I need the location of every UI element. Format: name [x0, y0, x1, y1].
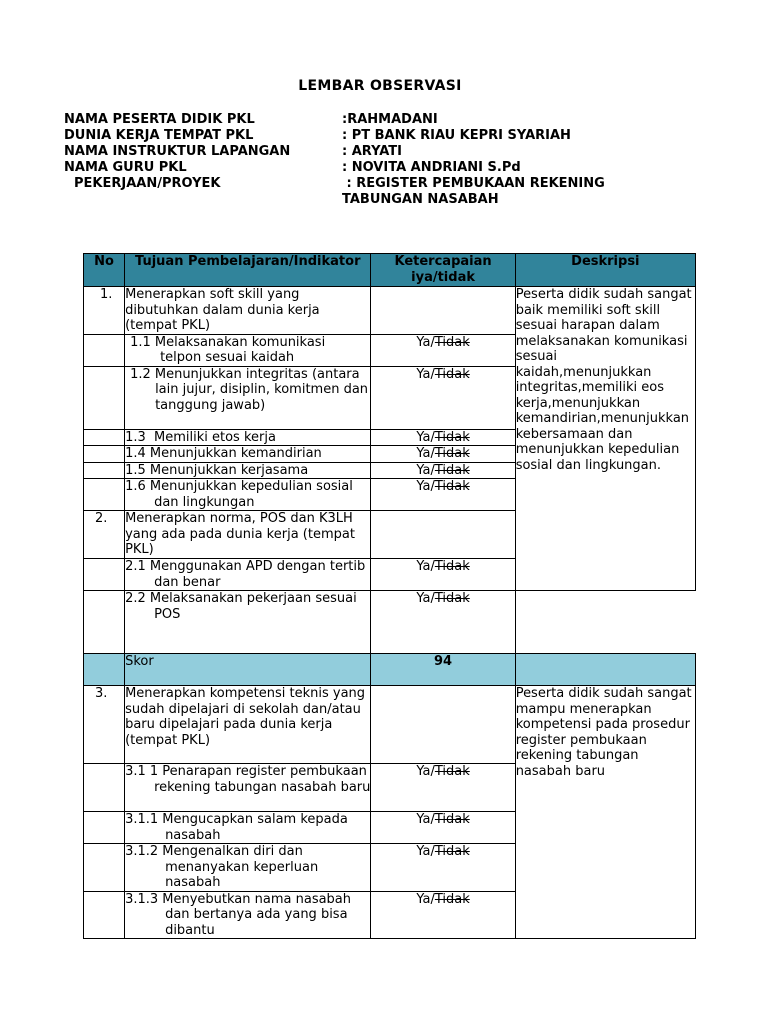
achievement-cell: [371, 559, 515, 591]
header-value: : PT BANK RIAU KEPRI SYARIAH: [342, 128, 571, 143]
indicator-cell: [125, 891, 371, 939]
header-row-teacher: [64, 160, 704, 176]
indicator-text: 3.1.2 Mengenalkan diri dan menanyakan keperluan nasabah: [125, 844, 319, 890]
header-value: :RAHMADANI: [342, 112, 438, 127]
ya-text: Ya/: [416, 559, 435, 574]
indicator-text: 3.1.3 Menyebutkan nama nasabah dan bertanya ada yang bisa dibantu: [125, 891, 352, 938]
ya-text: Ya/: [416, 334, 435, 350]
row-number: [84, 764, 125, 812]
indicator-cell: [125, 366, 371, 429]
ya-text: Ya/: [416, 429, 435, 445]
ya-text: Ya/: [416, 844, 435, 859]
tidak-text: Tidak: [434, 844, 470, 859]
indicator-text: 3.1.1 Mengucapkan salam kepada nasabah: [125, 812, 348, 843]
header-row-workplace: [64, 128, 704, 144]
header-row-instructor: [64, 144, 704, 160]
ya-text: Ya/: [416, 366, 435, 382]
goal-cell: Menerapkan soft skill yang dibutuhkan dalam dunia kerja (tempat PKL): [125, 287, 371, 335]
ya-text: Ya/: [416, 462, 435, 478]
row-number: [84, 429, 125, 446]
score-empty-cell: [515, 654, 695, 686]
row-number: [84, 812, 125, 844]
achievement-cell: [371, 366, 515, 429]
score-label: Skor: [125, 654, 371, 686]
indicator-cell: [125, 844, 371, 892]
row-number: [84, 334, 125, 366]
row-number: [84, 287, 125, 335]
indicator-cell: [125, 591, 371, 654]
achievement-cell: [371, 844, 515, 892]
header-row-project: [64, 176, 704, 192]
achievement-cell: [371, 429, 515, 446]
header-label: NAMA INSTRUKTUR LAPANGAN: [64, 144, 291, 159]
indicator-cell: 1.5 Menunjukkan kerjasama: [125, 462, 371, 479]
ya-text: Ya/: [416, 591, 435, 606]
header-label: NAMA GURU PKL: [64, 160, 187, 175]
indicator-text: 3.1 1 Penarapan register pembukaan rekening tabungan nasabah baru: [125, 764, 371, 795]
tidak-text: Tidak: [434, 446, 470, 461]
goal-cell: Menerapkan kompetensi teknis yang sudah dipelajari di sekolah dan/atau baru dipelajari pada dunia kerja (tempat PKL): [125, 686, 371, 764]
row-number: 2.: [84, 511, 125, 559]
achievement-cell: [371, 287, 515, 335]
tidak-text: Tidak: [434, 812, 470, 827]
identity-header: [64, 112, 704, 208]
ya-text: Ya/: [416, 764, 435, 779]
row-number: [84, 479, 125, 511]
tidak-text: Tidak: [434, 429, 470, 445]
achievement-cell: [371, 462, 515, 479]
indicator-cell: 1.3 Memiliki etos kerja: [125, 429, 371, 446]
description-cell: Peserta didik sudah sangat mampu menerapkan kompetensi pada prosedur register pembukaan rekening tabungan nasabah baru: [515, 686, 695, 939]
score-row: [84, 654, 696, 686]
indicator-cell: [125, 812, 371, 844]
indicator-cell: [125, 479, 371, 511]
tidak-text: Tidak: [434, 334, 470, 350]
row-number-text: 1.: [100, 287, 113, 302]
row-number: [84, 591, 125, 654]
page-title: LEMBAR OBSERVASI: [298, 78, 462, 94]
tidak-text: Tidak: [434, 891, 470, 907]
indicator-cell: [125, 764, 371, 812]
ya-text: Ya/: [416, 479, 435, 494]
indicator-cell: [125, 559, 371, 591]
ya-text: Ya/: [416, 891, 435, 907]
header-label: PEKERJAAN/PROYEK: [74, 176, 221, 191]
achievement-cell: [371, 764, 515, 812]
row-number: [84, 844, 125, 892]
indicator-text: 2.1 Menggunakan APD dengan tertib dan benar: [125, 559, 366, 590]
observation-table: [83, 253, 696, 939]
header-value: : ARYATI: [342, 144, 403, 159]
tidak-text: Tidak: [434, 366, 470, 382]
row-number: [84, 462, 125, 479]
column-header-achievement: Ketercapaian iya/tidak: [371, 254, 515, 287]
achievement-cell: [371, 334, 515, 366]
score-value: 94: [371, 654, 515, 686]
header-label: DUNIA KERJA TEMPAT PKL: [64, 128, 254, 143]
achievement-cell: [371, 686, 515, 764]
achievement-cell: [371, 591, 515, 654]
row-number: 3.: [84, 686, 125, 764]
indicator-text: 2.2 Melaksanakan pekerjaan sesuai POS: [125, 591, 357, 622]
achievement-cell: [371, 446, 515, 463]
tidak-text: Tidak: [434, 479, 470, 494]
achievement-cell: [371, 479, 515, 511]
goal-cell: Menerapkan norma, POS dan K3LH yang ada pada dunia kerja (tempat PKL): [125, 511, 371, 559]
row-number: [84, 446, 125, 463]
achievement-cell: [371, 891, 515, 939]
ya-text: Ya/: [416, 446, 435, 461]
achievement-cell: [371, 511, 515, 559]
header-label: NAMA PESERTA DIDIK PKL: [64, 112, 255, 127]
indicator-cell: [125, 334, 371, 366]
table-row: [84, 686, 696, 764]
indicator-cell: 1.4 Menunjukkan kemandirian: [125, 446, 371, 463]
header-value: : REGISTER PEMBUKAAN REKENING: [342, 176, 605, 191]
indicator-text: 1.2 Menunjukkan integritas (antara lain jujur, disiplin, komitmen dan tanggung jawab): [130, 366, 369, 413]
column-header-description: Deskripsi: [515, 254, 695, 287]
indicator-text: 1.6 Menunjukkan kepedulian sosial dan lingkungan: [125, 479, 353, 510]
table-row: [84, 591, 696, 654]
indicator-text: 1.1 Melaksanakan komunikasi telpon sesuai kaidah: [130, 334, 326, 365]
achievement-cell: [371, 812, 515, 844]
tidak-text: Tidak: [434, 764, 470, 779]
description-cell: Peserta didik sudah sangat baik memiliki soft skill sesuai harapan dalam melaksanakan komunikasi sesuai kaidah,menunjukkan integritas,memiliki eos kerja,menunjukkan kemandirian,menunjukkan kebersamaan dan menunjukkan kepedulian sosial dan lingkungan.: [515, 287, 695, 591]
header-project-continuation: TABUNGAN NASABAH: [342, 192, 499, 207]
row-number: [84, 891, 125, 939]
tidak-text: Tidak: [434, 462, 470, 478]
score-empty-cell: [84, 654, 125, 686]
header-row-student: [64, 112, 704, 128]
tidak-text: Tidak: [434, 559, 470, 574]
tidak-text: Tidak: [434, 591, 470, 606]
header-value: : NOVITA ANDRIANI S.Pd: [342, 160, 521, 175]
column-header-no: No: [84, 254, 125, 287]
ya-text: Ya/: [416, 812, 435, 827]
row-number: [84, 366, 125, 429]
table-row: [84, 287, 696, 335]
table-header-row: [84, 254, 696, 287]
row-number: [84, 559, 125, 591]
column-header-goal: Tujuan Pembelajaran/Indikator: [125, 254, 371, 287]
